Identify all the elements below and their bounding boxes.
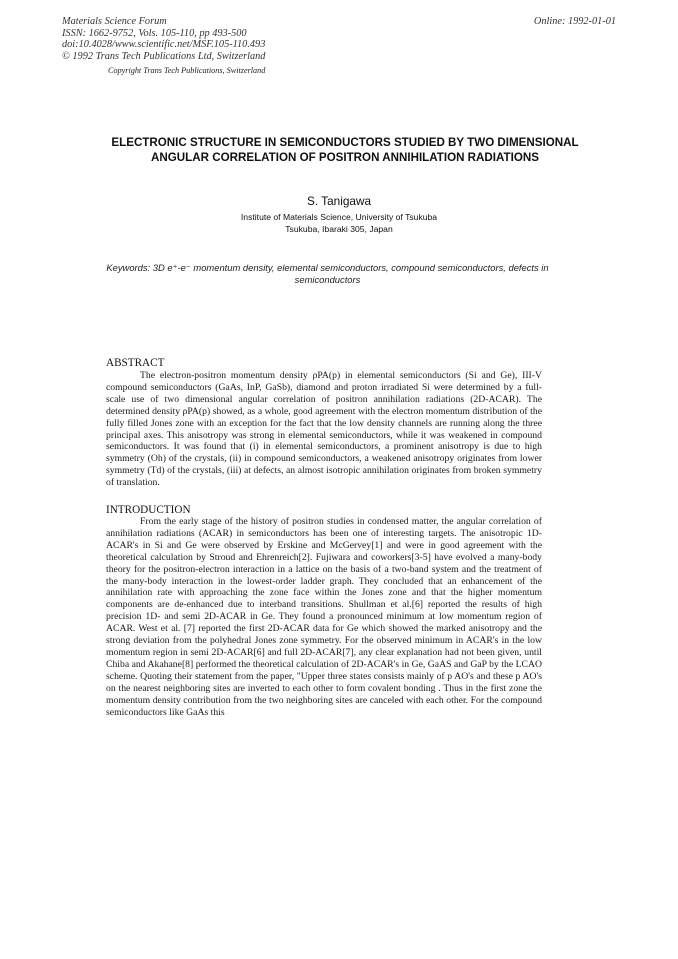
affiliation — [0, 211, 678, 235]
online-date: Online: 1992-01-01 — [533, 16, 616, 27]
publisher-line: © 1992 Trans Tech Publications Ltd, Switzerland — [62, 50, 266, 62]
affiliation-institute: Institute of Materials Science, University of Tsukuba — [240, 212, 438, 222]
paper-title: ELECTRONIC STRUCTURE IN SEMICONDUCTORS STUDIED BY TWO DIMENSIONAL ANGULAR CORRELATION OF POSITRON ANNIHILATION RADIATIONS — [111, 136, 579, 165]
introduction-body — [106, 516, 542, 718]
issn-line: ISSN: 1662-9752, Vols. 105-110, pp 493-500 — [62, 27, 247, 39]
affiliation-address: Tsukuba, Ibaraki 305, Japan — [285, 224, 393, 234]
introduction-text: From the early stage of the history of positron studies in condensed matter, the angular correlation of annihilation radiations (ACAR) in semiconductors has been one of interesting targets. The anisotropic 1D-ACAR's in Si and Ge were observed by Erskine and McGervey[1] and were in good agreement with the theoretical calculation by Stroud and Ehrenreich[2]. Fujiwara and coworkers[3-5] have evolved a many-body theory for the positron-electron interaction in a lattice on the basis of a two-band system and the treatment of the many-body interaction in the lowest-order ladder graph. They concluded that an enhancement of the annihilation rate with approaching the zone face within the Jones zone and that the higher momentum components are de-enhanced due to interband transitions. Shullman et al.[6] reported the results of high precision 1D- and semi 2D-ACAR in Ge. They found a pronounced minimum at low momentum region of ACAR. West et al. [7] reported the first 2D-ACAR data for Ge which showed the marked anisotropy and the strong deviation from the polyhedral Jones zone symmetry. For the observed minimum in ACAR's in the low momentum region in semi 2D-ACAR[6] and full 2D-ACAR[7], any clear explanation had not been given, until Chiba and Akahane[8] performed the theoretical calculation of 2D-ACAR's in Ge, GaAS and GaP by the LCAO scheme. Quoting their statement from the paper, "Upper three states consists mainly of p AO's and these p AO's on the nearest neighboring sites are inverted to each other to form covalent bonding . Thus in the first zone the momentum density contribution from the two neighboring sites are canceled with each other. For the compound semiconductors like GaAs this — [106, 516, 542, 718]
author-name: S. Tanigawa — [306, 194, 372, 208]
introduction-heading: INTRODUCTION — [106, 504, 191, 516]
abstract-heading: ABSTRACT — [106, 357, 165, 369]
journal-name: Materials Science Forum — [62, 16, 167, 27]
copyright-notice: Copyright Trans Tech Publications, Switzerland — [108, 66, 266, 75]
abstract-text: The electron-positron momentum density ρPA(p) in elemental semiconductors (Si and Ge), III-V compound semiconductors (GaAs, InP, GaSb), diamond and proton irradiated Si were determined by a full-scale use of two dimensional angular correlation of positron annihilation radiations (2D-ACAR). The determined density ρPA(p) showed, as a whole, good agreement with the electron momentum distribution of the fully filled Jones zone with an exception for the fact that the low density channels are running along the three principal axes. This anisotropy was strong in elemental semiconductors, while it was weakened in compound semiconductors. It was found that (i) in elemental semiconductors, a prominent anisotropy is due to high symmetry (Oh) of the crystals, (ii) in compound semiconductors, a weakened anisotropy originates from lower symmetry (Td) of the crystals, (iii) at defects, an almost isotropic annihilation originates from broken symmetry of translation. — [106, 370, 542, 489]
doi-line: doi:10.4028/www.scientific.net/MSF.105-110.493 — [62, 39, 266, 51]
journal-header — [62, 16, 265, 62]
keywords: Keywords: 3D e⁺-e⁻ momentum density, elemental semiconductors, compound semiconductors, defects in semiconductors — [106, 262, 549, 286]
abstract-body — [106, 370, 542, 489]
